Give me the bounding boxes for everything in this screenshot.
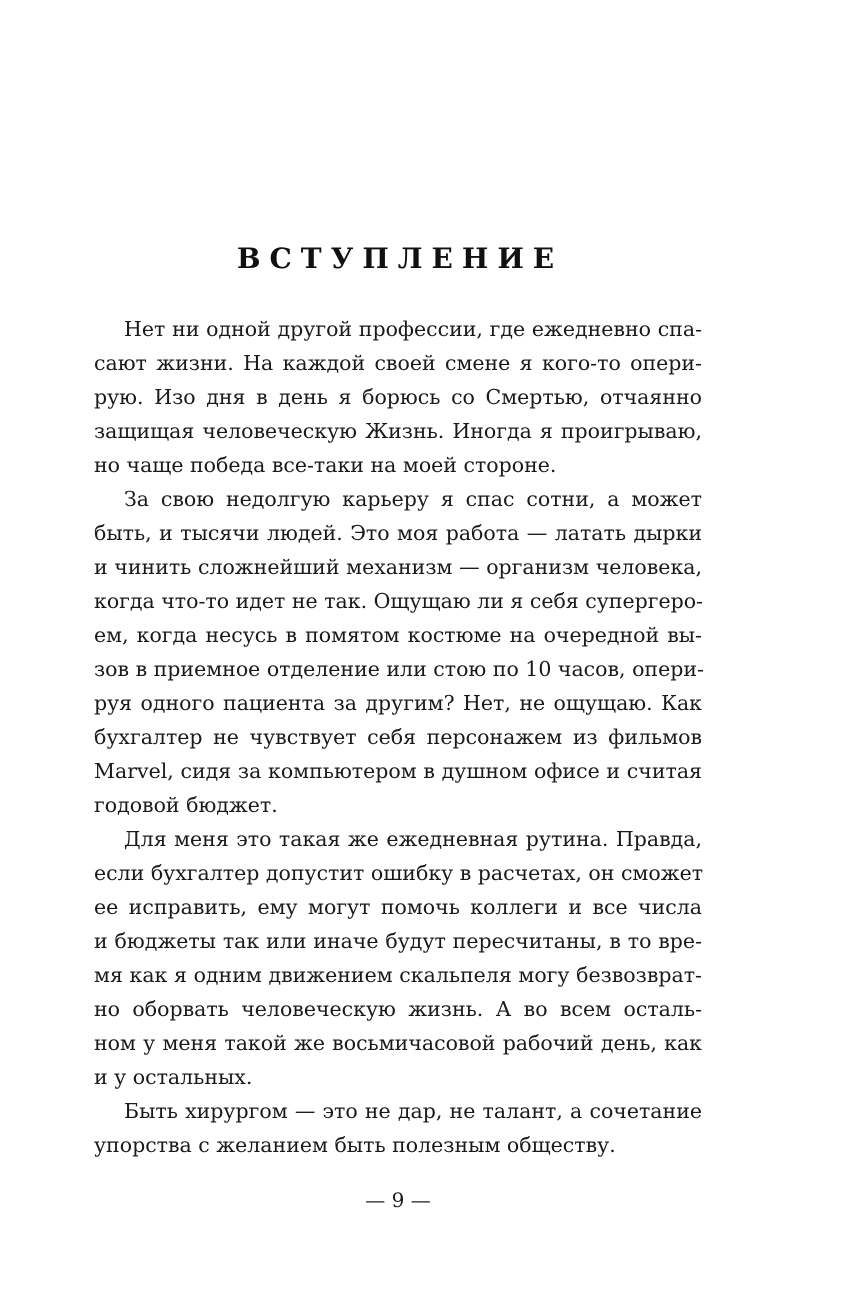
text-line: мя как я одним движением скальпеля могу безвозврат- [94, 963, 702, 987]
text-line: ее исправить, ему могут помочь коллеги и все числа [94, 895, 702, 919]
text-line: ном у меня такой же восьмичасовой рабочий день, как [94, 1031, 702, 1055]
text-line: зов в приемное отделение или стою по 10 часов, опери- [94, 657, 704, 681]
text-line: и бюджеты так или иначе будут пересчитаны, в то вре- [94, 929, 702, 953]
text-line: Нет ни одной другой профессии, где ежедневно спа- [124, 317, 702, 341]
chapter-title: ВСТУПЛЕНИЕ [236, 242, 564, 275]
text-line: но оборвать человеческую жизнь. А во всем осталь- [94, 997, 702, 1021]
paragraph [94, 822, 702, 1094]
text-line: защищая человеческую Жизнь. Иногда я проигрываю, [94, 419, 702, 443]
text-line: ем, когда несусь в помятом костюме на очередной вы- [94, 623, 702, 647]
body-text [94, 312, 702, 1162]
page-number: — 9 — [365, 1188, 431, 1212]
paragraph [94, 482, 702, 822]
text-line: годовой бюджет. [94, 793, 278, 817]
text-line: упорства с желанием быть полезным обществу. [94, 1133, 616, 1157]
text-line: сают жизни. На каждой своей смене я кого-то опери- [94, 351, 702, 375]
text-line: рую. Изо дня в день я борюсь со Смертью, отчаянно [94, 385, 702, 409]
text-line: если бухгалтер допустит ошибку в расчетах, он сможет [94, 861, 704, 885]
text-line: и чинить сложнейший механизм — организм человека, [94, 555, 702, 579]
text-line: руя одного пациента за другим? Нет, не ощущаю. Как [94, 691, 702, 715]
text-line: Marvel, сидя за компьютером в душном офисе и считая [94, 759, 702, 783]
paragraph [94, 1094, 702, 1162]
text-line: и у остальных. [94, 1065, 253, 1089]
text-line: бухгалтер не чувствует себя персонажем из фильмов [94, 725, 702, 749]
text-line: но чаще победа все-таки на моей стороне. [94, 453, 557, 477]
text-line: Для меня это такая же ежедневная рутина. Правда, [124, 827, 702, 851]
text-line: За свою недолгую карьеру я спас сотни, а может [124, 487, 702, 511]
text-line: когда что-то идет не так. Ощущаю ли я себя супергеро- [94, 589, 703, 613]
text-line: Быть хирургом — это не дар, не талант, а сочетание [124, 1099, 702, 1123]
paragraph [94, 312, 702, 482]
text-line: быть, и тысячи людей. Это моя работа — латать дырки [94, 521, 702, 545]
